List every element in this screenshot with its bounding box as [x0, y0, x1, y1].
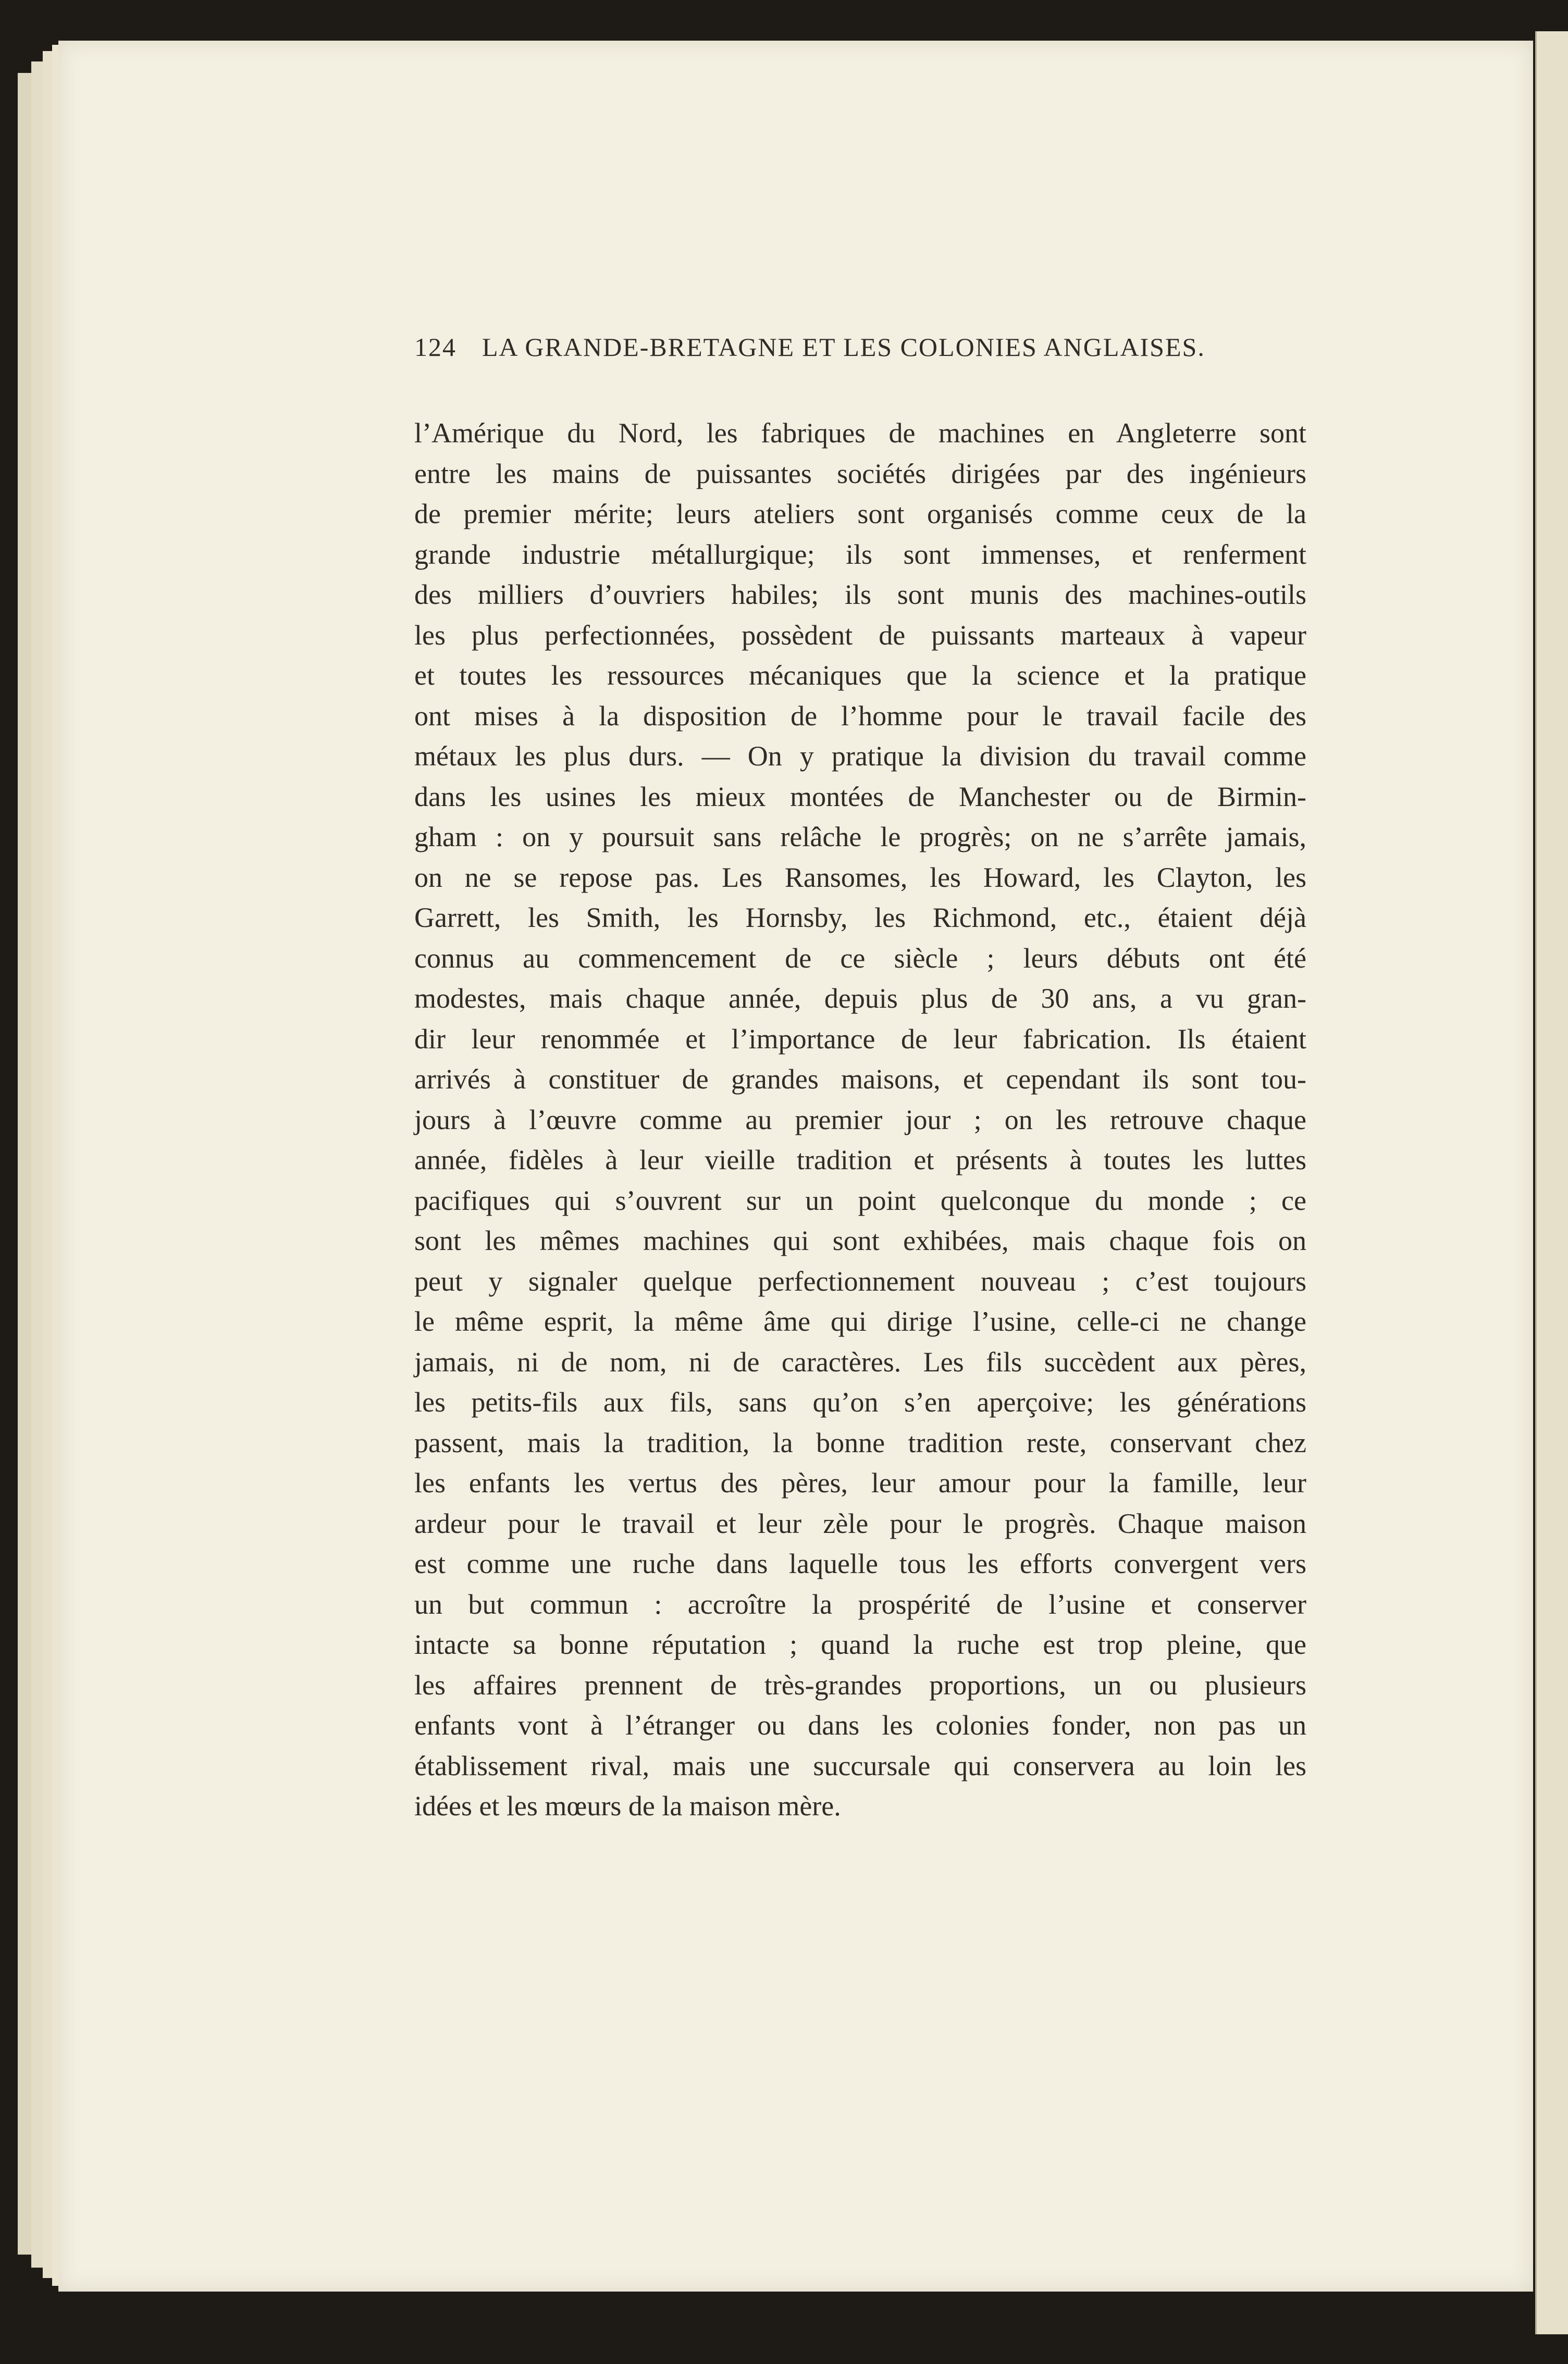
text-line: un but commun : accroître la prospérité de l’usine et conserver [414, 1588, 1306, 1620]
text-line: jamais, ni de nom, ni de caractères. Les fils succèdent aux pères, [414, 1346, 1306, 1378]
text-line: arrivés à constituer de grandes maisons, et cependant ils sont tou- [414, 1063, 1306, 1095]
text-line: et toutes les ressources mécaniques que la science et la pratique [414, 660, 1306, 691]
page-number: 124 [414, 332, 456, 362]
text-line: l’Amérique du Nord, les fabriques de machines en Angleterre sont [414, 417, 1306, 449]
text-line: grande industrie métallurgique; ils sont immenses, et renferment [414, 538, 1306, 570]
text-line: dir leur renommée et l’importance de leur fabrication. Ils étaient [414, 1023, 1306, 1055]
text-line: gham : on y poursuit sans relâche le progrès; on ne s’arrête jamais, [414, 821, 1306, 852]
text-line: connus au commencement de ce siècle ; leurs débuts ont été [414, 942, 1306, 974]
facing-page-edge [1535, 31, 1568, 2334]
text-line: des milliers d’ouvriers habiles; ils sont munis des machines-outils [414, 579, 1306, 610]
text-line: dans les usines les mieux montées de Manchester ou de Birmin- [414, 781, 1306, 812]
body-text [414, 413, 1306, 1827]
text-line: est comme une ruche dans laquelle tous les efforts convergent vers [414, 1548, 1306, 1579]
text-line: le même esprit, la même âme qui dirige l’usine, celle-ci ne change [414, 1306, 1306, 1337]
text-line: Garrett, les Smith, les Hornsby, les Richmond, etc., étaient déjà [414, 902, 1306, 933]
text-line: pacifiques qui s’ouvrent sur un point quelconque du monde ; ce [414, 1184, 1306, 1216]
text-line: jours à l’œuvre comme au premier jour ; on les retrouve chaque [414, 1104, 1306, 1135]
text-line: enfants vont à l’étranger ou dans les colonies fonder, non pas un [414, 1710, 1306, 1741]
text-line: de premier mérite; leurs ateliers sont organisés comme ceux de la [414, 498, 1306, 529]
text-line: ont mises à la disposition de l’homme pour le travail facile des [414, 700, 1306, 732]
running-head-title: LA GRANDE-BRETAGNE ET LES COLONIES ANGLAISES. [482, 332, 1205, 362]
text-line: les affaires prennent de très-grandes proportions, un ou plusieurs [414, 1669, 1306, 1701]
text-line: année, fidèles à leur vieille tradition et présents à toutes les luttes [414, 1144, 1306, 1175]
text-line: les petits-fils aux fils, sans qu’on s’en aperçoive; les générations [414, 1387, 1306, 1418]
text-line: peut y signaler quelque perfectionnement nouveau ; c’est toujours [414, 1265, 1306, 1297]
text-line: ardeur pour le travail et leur zèle pour le progrès. Chaque maison [414, 1507, 1306, 1539]
text-line: les enfants les vertus des pères, leur amour pour la famille, leur [414, 1467, 1306, 1499]
text-line: établissement rival, mais une succursale qui conservera au loin les [414, 1750, 1306, 1781]
text-line: intacte sa bonne réputation ; quand la ruche est trop pleine, que [414, 1629, 1306, 1660]
text-line: modestes, mais chaque année, depuis plus de 30 ans, a vu gran- [414, 983, 1306, 1014]
text-line: passent, mais la tradition, la bonne tradition reste, conservant chez [414, 1427, 1306, 1458]
text-line: sont les mêmes machines qui sont exhibées, mais chaque fois on [414, 1225, 1306, 1256]
text-line: on ne se repose pas. Les Ransomes, les Howard, les Clayton, les [414, 861, 1306, 893]
running-head [414, 332, 1269, 362]
text-line: entre les mains de puissantes sociétés dirigées par des ingénieurs [414, 457, 1306, 489]
text-line: les plus perfectionnées, possèdent de puissants marteaux à vapeur [414, 619, 1306, 651]
text-line: métaux les plus durs. — On y pratique la division du travail comme [414, 740, 1306, 772]
text-line: idées et les mœurs de la maison mère. [414, 1790, 841, 1822]
